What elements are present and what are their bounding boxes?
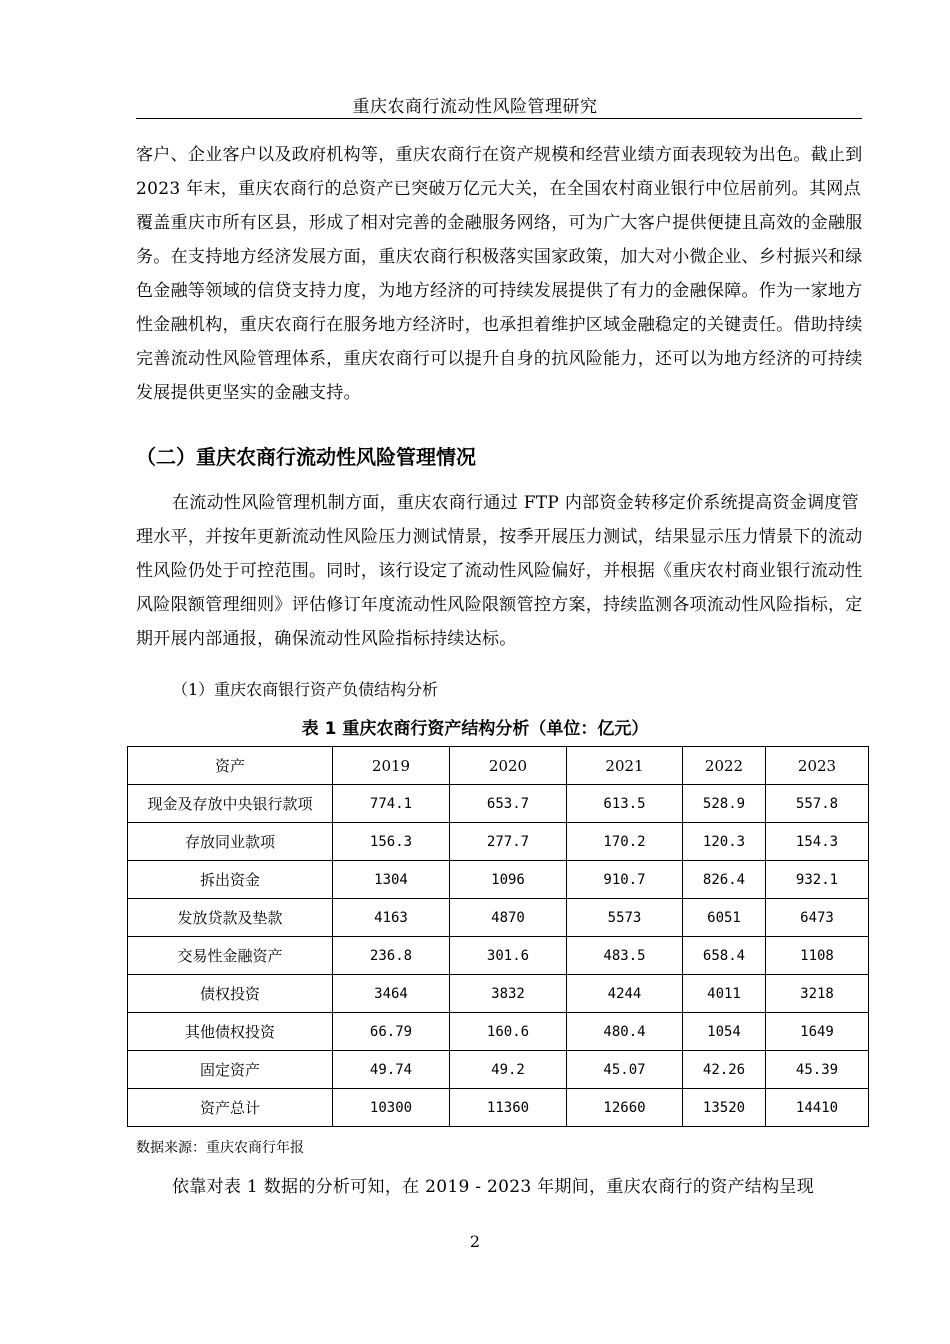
column-header: 资产 bbox=[128, 747, 333, 785]
page-number: 2 bbox=[469, 1232, 481, 1251]
table-row bbox=[128, 823, 869, 861]
value-cell: 1649 bbox=[766, 1013, 869, 1051]
header-rule bbox=[136, 118, 862, 119]
row-label-cell: 其他债权投资 bbox=[128, 1013, 333, 1051]
value-cell: 4244 bbox=[567, 975, 683, 1013]
value-cell: 170.2 bbox=[567, 823, 683, 861]
value-cell: 10300 bbox=[333, 1089, 450, 1127]
value-cell: 4870 bbox=[450, 899, 567, 937]
value-cell: 42.26 bbox=[683, 1051, 766, 1089]
value-cell: 6051 bbox=[683, 899, 766, 937]
value-cell: 13520 bbox=[683, 1089, 766, 1127]
table-row bbox=[128, 899, 869, 937]
row-label-cell: 现金及存放中央银行款项 bbox=[128, 785, 333, 823]
row-label-cell: 拆出资金 bbox=[128, 861, 333, 899]
value-cell: 1304 bbox=[333, 861, 450, 899]
value-cell: 774.1 bbox=[333, 785, 450, 823]
row-label-cell: 发放贷款及垫款 bbox=[128, 899, 333, 937]
value-cell: 66.79 bbox=[333, 1013, 450, 1051]
value-cell: 826.4 bbox=[683, 861, 766, 899]
value-cell: 4011 bbox=[683, 975, 766, 1013]
table-row bbox=[128, 1089, 869, 1127]
column-header: 2021 bbox=[567, 747, 683, 785]
value-cell: 156.3 bbox=[333, 823, 450, 861]
value-cell: 12660 bbox=[567, 1089, 683, 1127]
value-cell: 301.6 bbox=[450, 937, 567, 975]
value-cell: 1096 bbox=[450, 861, 567, 899]
column-header: 2022 bbox=[683, 747, 766, 785]
value-cell: 932.1 bbox=[766, 861, 869, 899]
value-cell: 613.5 bbox=[567, 785, 683, 823]
value-cell: 49.2 bbox=[450, 1051, 567, 1089]
table-row bbox=[128, 861, 869, 899]
running-header-title: 重庆农商行流动性风险管理研究 bbox=[352, 97, 598, 117]
value-cell: 49.74 bbox=[333, 1051, 450, 1089]
value-cell: 6473 bbox=[766, 899, 869, 937]
value-cell: 3218 bbox=[766, 975, 869, 1013]
value-cell: 1054 bbox=[683, 1013, 766, 1051]
value-cell: 480.4 bbox=[567, 1013, 683, 1051]
sub-heading: （1）重庆农商银行资产负债结构分析 bbox=[172, 680, 439, 699]
mechanism-paragraph: 在流动性风险管理机制方面，重庆农商行通过 FTP 内部资金转移定价系统提高资金调度管理水平，并按年更新流动性风险压力测试情景，按季开展压力测试，结果显示压力情景下的流动性风险仍处于可控范围。同时，该行设定了流动性风险偏好，并根据《重庆农村商业银行流动性风险限额管理细则》评估修订年度流动性风险限额管控方案，持续监测各项流动性风险指标，定期开展内部通报，确保流动性风险指标持续达标。 bbox=[136, 493, 863, 649]
row-label-cell: 债权投资 bbox=[128, 975, 333, 1013]
row-label-cell: 固定资产 bbox=[128, 1051, 333, 1089]
table-row bbox=[128, 1013, 869, 1051]
value-cell: 154.3 bbox=[766, 823, 869, 861]
column-header: 2020 bbox=[450, 747, 567, 785]
value-cell: 528.9 bbox=[683, 785, 766, 823]
value-cell: 4163 bbox=[333, 899, 450, 937]
value-cell: 277.7 bbox=[450, 823, 567, 861]
value-cell: 483.5 bbox=[567, 937, 683, 975]
section-heading: （二）重庆农商行流动性风险管理情况 bbox=[136, 445, 476, 469]
table-body bbox=[128, 785, 869, 1127]
value-cell: 236.8 bbox=[333, 937, 450, 975]
column-header: 2019 bbox=[333, 747, 450, 785]
value-cell: 3464 bbox=[333, 975, 450, 1013]
row-label-cell: 存放同业款项 bbox=[128, 823, 333, 861]
table-caption: 表 1 重庆农商行资产结构分析（单位：亿元） bbox=[301, 719, 649, 739]
value-cell: 658.4 bbox=[683, 937, 766, 975]
asset-structure-table bbox=[127, 746, 869, 1127]
value-cell: 3832 bbox=[450, 975, 567, 1013]
value-cell: 653.7 bbox=[450, 785, 567, 823]
table-row bbox=[128, 785, 869, 823]
value-cell: 160.6 bbox=[450, 1013, 567, 1051]
value-cell: 1108 bbox=[766, 937, 869, 975]
table-row bbox=[128, 1051, 869, 1089]
value-cell: 45.39 bbox=[766, 1051, 869, 1089]
column-header: 2023 bbox=[766, 747, 869, 785]
value-cell: 120.3 bbox=[683, 823, 766, 861]
value-cell: 11360 bbox=[450, 1089, 567, 1127]
row-label-cell: 交易性金融资产 bbox=[128, 937, 333, 975]
value-cell: 45.07 bbox=[567, 1051, 683, 1089]
table-row bbox=[128, 937, 869, 975]
table-source-note: 数据来源：重庆农商行年报 bbox=[136, 1140, 304, 1156]
value-cell: 557.8 bbox=[766, 785, 869, 823]
analysis-paragraph: 依靠对表 1 数据的分析可知，在 2019 - 2023 年期间，重庆农商行的资产结构呈现 bbox=[172, 1177, 815, 1197]
row-label-cell: 资产总计 bbox=[128, 1089, 333, 1127]
table-header-row bbox=[128, 747, 869, 785]
value-cell: 14410 bbox=[766, 1089, 869, 1127]
value-cell: 5573 bbox=[567, 899, 683, 937]
intro-paragraph: 客户、企业客户以及政府机构等，重庆农商行在资产规模和经营业绩方面表现较为出色。截止到 2023 年末，重庆农商行的总资产已突破万亿元大关，在全国农村商业银行中位居前列。其网点覆盖重庆市所有区县，形成了相对完善的金融服务网络，可为广大客户提供便捷且高效的金融服务。在支持地方经济发展方面，重庆农商行积极落实国家政策，加大对小微企业、乡村振兴和绿色金融等领域的信贷支持力度，为地方经济的可持续发展提供了有力的金融保障。作为一家地方性金融机构，重庆农商行在服务地方经济时，也承担着维护区域金融稳定的关键责任。借助持续完善流动性风险管理体系，重庆农商行可以提升自身的抗风险能力，还可以为地方经济的可持续发展提供更坚实的金融支持。 bbox=[136, 145, 863, 403]
table-row bbox=[128, 975, 869, 1013]
value-cell: 910.7 bbox=[567, 861, 683, 899]
